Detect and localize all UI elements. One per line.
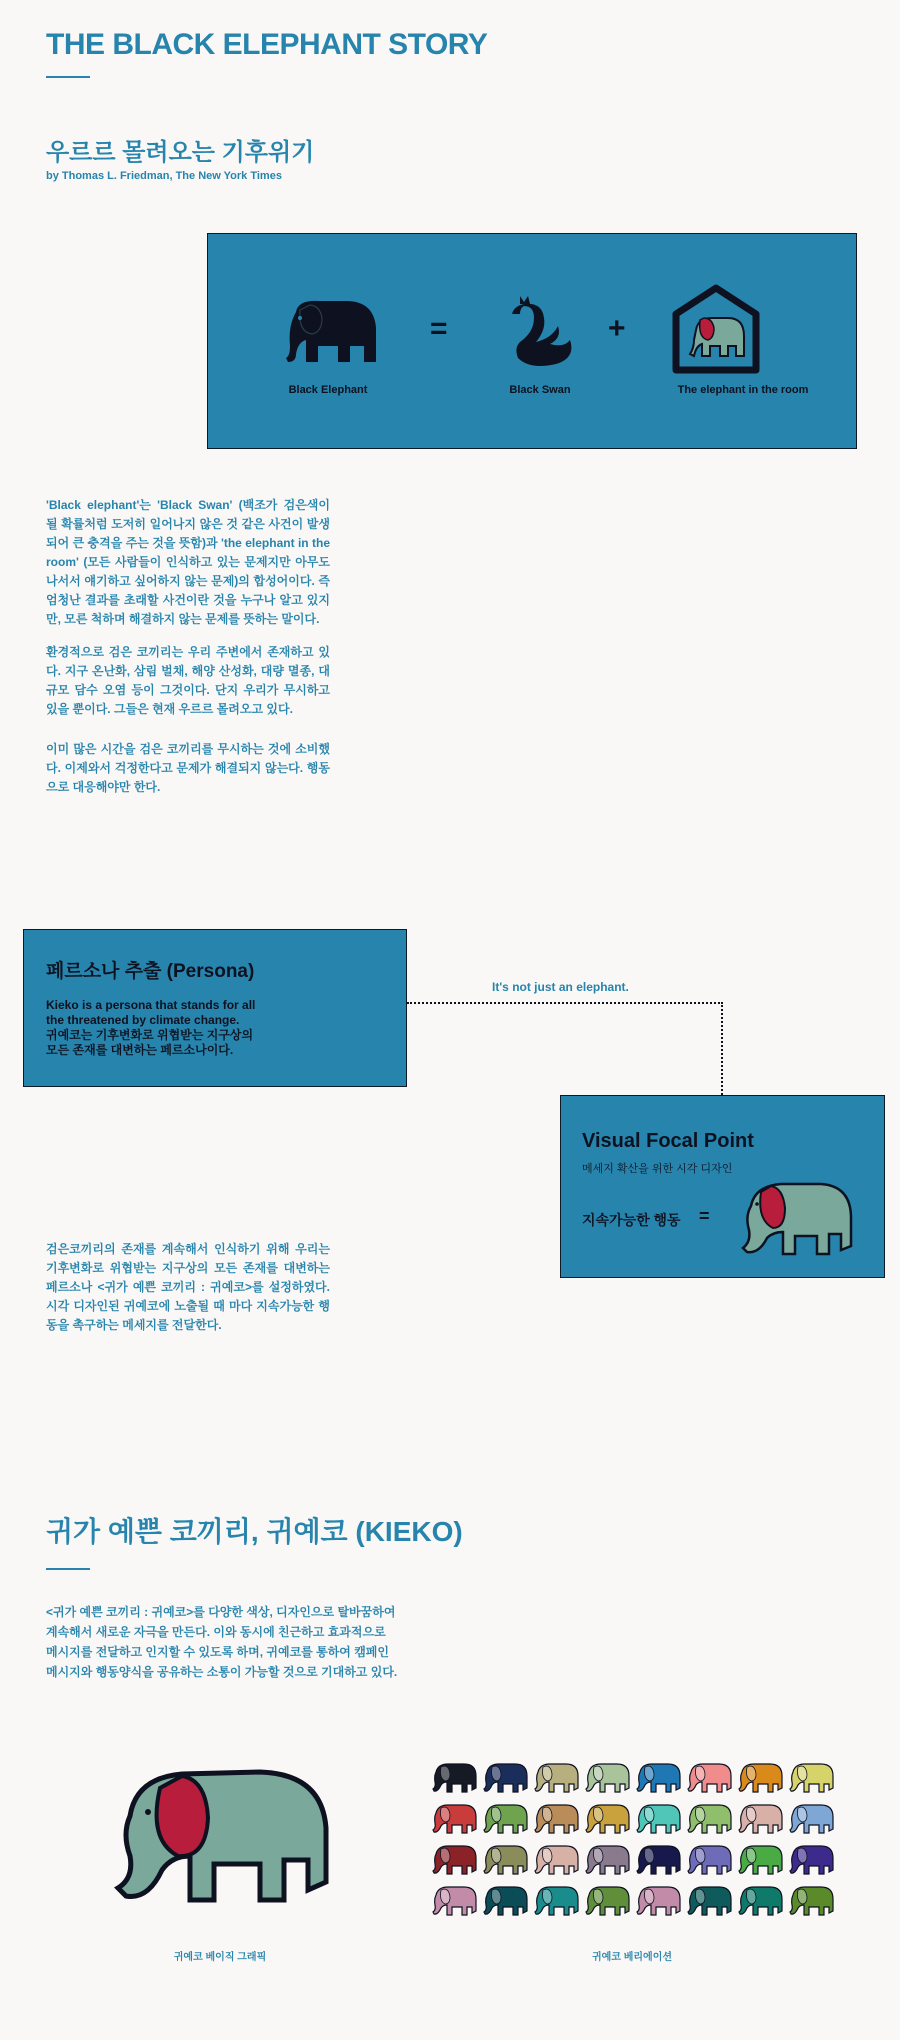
kieko-section-title: 귀가 예쁜 코끼리, 귀예코 (KIEKO) [46, 1516, 463, 1547]
kieko-variation-16 [790, 1805, 833, 1833]
focal-point-panel [560, 1095, 885, 1278]
kieko-desc-line-4: 메시지와 행동양식을 공유하는 소통이 가능할 것으로 기대하고 있다. [46, 1665, 398, 1679]
kieko-variation-4 [586, 1764, 629, 1792]
focal-subtitle: 메세지 확산을 위한 시각 디자인 [582, 1163, 733, 1175]
persona-paragraph: 검은코끼리의 존재를 계속해서 인식하기 위해 우리는 기후변화로 위협받는 지구상의 모든 존재를 대변하는 페르소나 <귀가 예쁜 코끼리 : 귀예코>를 설정하였다. 시각 디자인된 귀예코에 노출될 때 마다 지속가능한 행동을 촉구하는 메세지를 전달한다. [46, 1242, 330, 1332]
kieko-variation-13 [637, 1805, 680, 1833]
kieko-small-icon [737, 1176, 857, 1260]
kieko-basic-caption: 귀예코 베이직 그래픽 [173, 1952, 267, 1963]
kieko-variation-5 [637, 1764, 680, 1792]
equation-panel [207, 233, 857, 449]
kieko-variation-grid [430, 1760, 840, 1920]
kieko-variation-30 [688, 1887, 731, 1915]
focal-action: 지속가능한 행동 [582, 1212, 681, 1228]
plus-sign: + [608, 312, 626, 345]
intro-paragraph-3: 이미 많은 시간을 검은 코끼리를 무시하는 것에 소비했다. 이제와서 걱정한다고 문제가 해결되지 않는다. 행동으로 대응해야만 한다. [46, 742, 330, 794]
byline: by Thomas L. Friedman, The New York Times [46, 170, 282, 182]
kieko-desc-line-3: 메시지를 전달하고 인지할 수 있도록 하며, 귀예코를 통하여 캠페인 [46, 1645, 389, 1659]
black-elephant-icon [278, 296, 378, 368]
persona-title: 페르소나 추출 (Persona) [46, 961, 255, 982]
kieko-variation-8 [790, 1764, 833, 1792]
kieko-variation-26 [484, 1887, 527, 1915]
persona-panel [23, 929, 407, 1087]
connector-line-vertical [721, 1002, 723, 1095]
kieko-variation-32 [790, 1887, 833, 1915]
focal-equals: = [699, 1206, 710, 1226]
kieko-variation-18 [484, 1846, 527, 1874]
black-elephant-label: Black Elephant [288, 384, 368, 396]
connector-text: It's not just an elephant. [492, 980, 629, 994]
persona-line-1: Kieko is a persona that stands for all [46, 998, 256, 1012]
kieko-variation-7 [739, 1764, 782, 1792]
kieko-variation-23 [739, 1846, 782, 1874]
kieko-variation-15 [739, 1805, 782, 1833]
kieko-variation-28 [586, 1887, 629, 1915]
section-subtitle: 우르르 몰려오는 기후위기 [46, 139, 315, 166]
kieko-variation-12 [586, 1805, 629, 1833]
persona-line-2: the threatened by climate change. [46, 1013, 240, 1027]
kieko-variation-14 [688, 1805, 731, 1833]
kieko-variation-29 [637, 1887, 680, 1915]
kieko-title-underline [46, 1568, 90, 1570]
focal-title: Visual Focal Point [582, 1130, 754, 1152]
equals-sign: = [430, 312, 448, 345]
kieko-variation-17 [433, 1846, 476, 1874]
intro-paragraph-1: 'Black elephant'는 'Black Swan' (백조가 검은색이 될 확률처럼 도저히 일어나지 않은 것 같은 사건이 발생되어 큰 충격을 주는 것을 뜻함)과 'the elephant in the room' (모든 사람들이 인식하고 있는 문제지만 아무도 나서서 얘기하고 싶어하지 않는 문제)의 합성어이다. 즉 엄청난 결과를 초래할 사건이란 것을 누구나 알고 있지만, 모른 척하며 해결하지 않는 문제를 뜻하는 말이다. [46, 498, 330, 626]
intro-paragraph-2: 환경적으로 검은 코끼리는 우리 주변에서 존재하고 있다. 지구 온난화, 삼림 벌채, 해양 산성화, 대량 멸종, 대규모 담수 오염 등이 그것이다. 단지 우리가 무시하고 있을 뿐이다. 그들은 현재 우르르 몰려오고 있다. [46, 645, 330, 716]
kieko-variation-6 [688, 1764, 731, 1792]
kieko-variation-3 [535, 1764, 578, 1792]
kieko-basic-graphic [108, 1760, 334, 1910]
variation-grid-svg [430, 1760, 840, 1920]
kieko-variation-19 [535, 1846, 578, 1874]
kieko-variation-1 [433, 1764, 476, 1792]
kieko-variation-31 [739, 1887, 782, 1915]
kieko-variation-22 [688, 1846, 731, 1874]
kieko-variation-caption: 귀예코 베리에이션 [591, 1952, 673, 1963]
persona-line-3: 귀예코는 기후변화로 위협받는 지구상의 [46, 1028, 254, 1042]
persona-description [46, 998, 255, 1058]
kieko-variation-11 [535, 1805, 578, 1833]
connector-line-horizontal [407, 1002, 723, 1004]
kieko-variation-20 [586, 1846, 629, 1874]
page-title: THE BLACK ELEPHANT STORY [46, 28, 488, 61]
kieko-variation-9 [433, 1805, 476, 1833]
black-swan-icon [506, 292, 578, 372]
kieko-variation-27 [535, 1887, 578, 1915]
black-swan-label: Black Swan [509, 384, 571, 396]
kieko-desc-line-2: 계속해서 새로운 자극을 만든다. 이와 동시에 친근하고 효과적으로 [46, 1625, 386, 1639]
kieko-description [46, 1602, 397, 1682]
kieko-desc-line-1: <귀가 예쁜 코끼리 : 귀예코>를 다양한 색상, 디자인으로 탈바꿈하여 [46, 1605, 396, 1619]
title-underline [46, 76, 90, 78]
kieko-variation-21 [637, 1846, 680, 1874]
elephant-in-room-label: The elephant in the room [677, 384, 809, 396]
kieko-variation-2 [484, 1764, 527, 1792]
kieko-variation-24 [790, 1846, 833, 1874]
persona-line-4: 모든 존재를 대변하는 페르소나이다. [46, 1043, 234, 1057]
kieko-variation-25 [433, 1887, 476, 1915]
kieko-variation-10 [484, 1805, 527, 1833]
elephant-in-room-icon [670, 284, 762, 374]
